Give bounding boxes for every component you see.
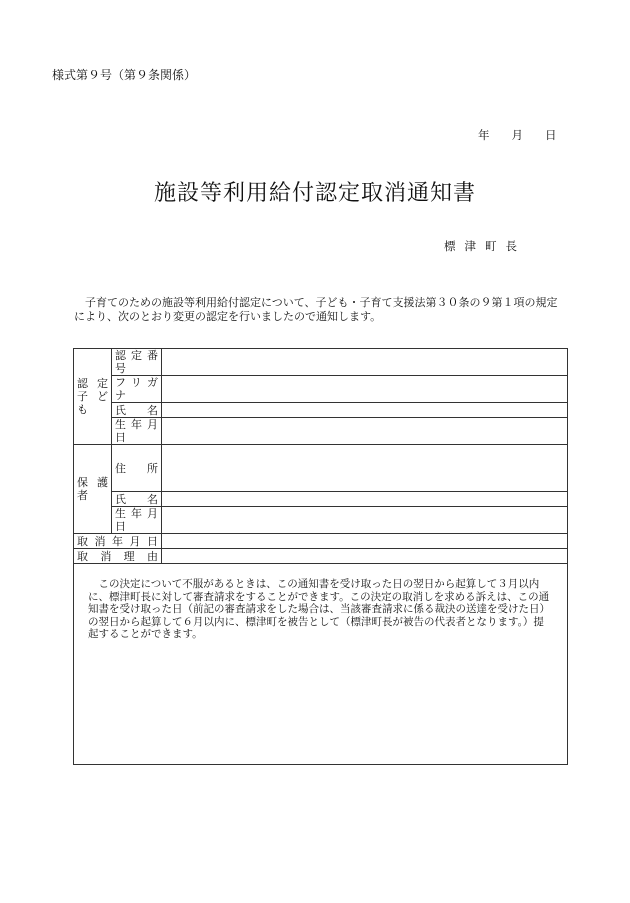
form-table bbox=[73, 348, 568, 765]
guardian-name-field[interactable] bbox=[162, 492, 568, 507]
table-row bbox=[74, 564, 568, 765]
table-row bbox=[74, 507, 568, 534]
notice-cell bbox=[74, 564, 568, 765]
child-birthdate-label: 生年月日 bbox=[112, 418, 162, 445]
child-name-field[interactable] bbox=[162, 403, 568, 418]
table-row bbox=[74, 376, 568, 403]
cancel-date-label: 取消年月日 bbox=[74, 534, 162, 549]
guardian-label: 保護者 bbox=[74, 445, 112, 534]
certification-number-field[interactable] bbox=[162, 349, 568, 376]
table-row bbox=[74, 349, 568, 376]
date-month: 月 bbox=[511, 128, 523, 142]
address-field[interactable] bbox=[162, 445, 568, 492]
date-year: 年 bbox=[478, 128, 490, 142]
child-group-cell bbox=[74, 349, 112, 445]
form-number: 様式第９号（第９条関係） bbox=[52, 68, 197, 82]
cancel-date-field[interactable] bbox=[162, 534, 568, 549]
table-row bbox=[74, 445, 568, 492]
guardian-birthdate-label: 生年月日 bbox=[112, 507, 162, 534]
table-row bbox=[74, 534, 568, 549]
table-row bbox=[74, 549, 568, 564]
child-group-label-1: 認 定 bbox=[77, 377, 108, 390]
table-row bbox=[74, 418, 568, 445]
cancel-reason-field[interactable] bbox=[162, 549, 568, 564]
issuer-name: 標津町長 bbox=[444, 239, 526, 253]
date-day: 日 bbox=[545, 128, 557, 142]
table-row bbox=[74, 403, 568, 418]
date-line bbox=[478, 127, 557, 143]
address-label: 住所 bbox=[112, 445, 162, 492]
child-name-label: 氏名 bbox=[112, 403, 162, 418]
body-text: 子育てのための施設等利用給付認定について、子ども・子育て支援法第３０条の９第１項の規定により、次のとおり変更の認定を行いましたので通知します。 bbox=[74, 296, 558, 323]
guardian-name-label: 氏名 bbox=[112, 492, 162, 507]
child-group-label-2: 子ども bbox=[77, 390, 108, 416]
cancel-reason-label: 取消理由 bbox=[74, 549, 162, 564]
certification-number-label: 認定番号 bbox=[112, 349, 162, 376]
guardian-birthdate-field[interactable] bbox=[162, 507, 568, 534]
document-title: 施設等利用給付認定取消通知書 bbox=[153, 181, 476, 206]
furigana-field[interactable] bbox=[162, 376, 568, 403]
appeal-notice: この決定について不服があるときは、この通知書を受け取った日の翌日から起算して３月以内に、標津町長に対して審査請求をすることができます。この決定の取消しを求める訴えは、この通知書を受け取った日（前記の審査請求をした場合は、当該審査請求に係る裁決の送達を受けた日）の翌日から起算して６月以内に、標津町を被告として（標津町長が被告の代表者となります。）提起することができます。 bbox=[88, 578, 550, 640]
furigana-label: フリガナ bbox=[112, 376, 162, 403]
table-row bbox=[74, 492, 568, 507]
child-birthdate-field[interactable] bbox=[162, 418, 568, 445]
